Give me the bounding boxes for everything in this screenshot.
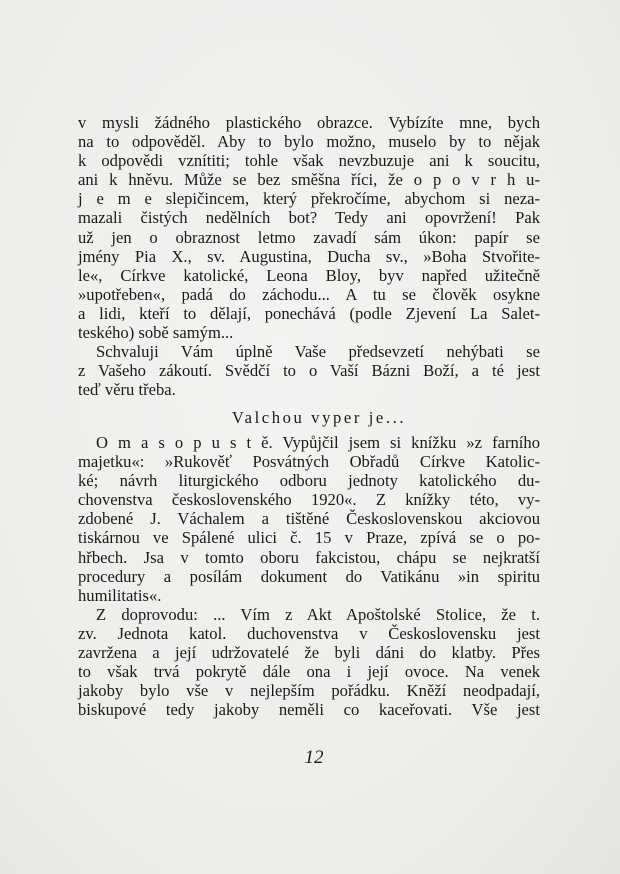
text-line: zdobené J. Váchalem a tištěné Československou akciovou: [78, 509, 540, 529]
text-block-upper: [78, 113, 540, 399]
text-line: le«, Církve katolické, Leona Bloy, byv napřed užitečně: [78, 265, 540, 285]
text-line: teď věru třeba.: [78, 380, 176, 400]
text-line: ani k hněvu. Může se bez směšna říci, že o p o v r h u-: [78, 170, 540, 190]
text-line: chovenstva československého 1920«. Z knížky této, vy-: [78, 490, 540, 510]
text-line: v mysli žádného plastického obrazce. Vybízíte mne, bych: [78, 113, 540, 132]
text-line: Z doprovodu: ... Vím z Akt Apoštolské Stolice, že t.: [96, 604, 540, 624]
text-line: to však trvá pokrytě dále ona i její ovoce. Na venek: [78, 662, 540, 682]
text-line: mazali čistých nedělních bot? Tedy ani opovržení! Pak: [78, 208, 540, 228]
text-line: zv. Jednota katol. duchovenstva v Československu jest: [78, 623, 540, 643]
section-heading: Valchou vyper je...: [231, 408, 407, 427]
text-line: z Vašeho zákoutí. Svědčí to o Vaší Bázni Boží, a té jest: [78, 361, 540, 381]
text-line: jakoby bylo vše v nejlepším pořádku. Kněží neodpadají,: [78, 681, 540, 701]
text-line: hřbech. Jsa v tomto oboru fakcistou, chápu se nejkratší: [78, 547, 540, 567]
text-line: biskupové tedy jakoby neměli co kaceřovati. Vše jest: [78, 700, 540, 720]
text-line: procedury a posílám dokument do Vatikánu »in spiritu: [78, 566, 540, 586]
text-line: tiskárnou ve Spálené ulici č. 15 v Praze, zpívá se o po-: [78, 528, 540, 548]
text-line: už jen o obraznost letmo zavadí sám úkon: papír se: [78, 227, 540, 247]
text-line: majetku«: »Rukověť Posvátných Obřadů Církve Katolic-: [78, 452, 540, 472]
text-line: humilitatis«.: [78, 585, 162, 605]
text-line: O m a s o p u s t ě. Vypůjčil jsem si knížku »z farního: [96, 433, 540, 452]
text-line: na to odpověděl. Aby to bylo možno, muselo by to nějak: [78, 132, 540, 152]
text-line: ké; návrh liturgického odboru jednoty katolického du-: [78, 471, 540, 491]
text-line: zavržena a její udržovatelé že byli dáni do klatby. Přes: [78, 643, 540, 663]
text-line: a lidi, kteří to dělají, ponechává (podle Zjevení La Salet-: [78, 303, 540, 323]
text-line: Schvaluji Vám úplně Vaše předsevzetí nehýbati se: [96, 342, 540, 362]
text-block-lower: [78, 433, 540, 719]
text-line: jmény Pia X., sv. Augustina, Ducha sv., »Boha Stvořite-: [78, 246, 540, 266]
text-line: »upotřeben«, padá do záchodu... A tu se člověk osykne: [78, 284, 540, 304]
text-line: teského) sobě samým...: [78, 323, 234, 343]
page-number: 12: [304, 747, 324, 768]
text-line: k odpovědi vznítiti; tohle však nevzbuzuje ani k soucitu,: [78, 151, 540, 171]
text-line: j e m e slepičincem, který překročíme, abychom si neza-: [78, 189, 540, 209]
